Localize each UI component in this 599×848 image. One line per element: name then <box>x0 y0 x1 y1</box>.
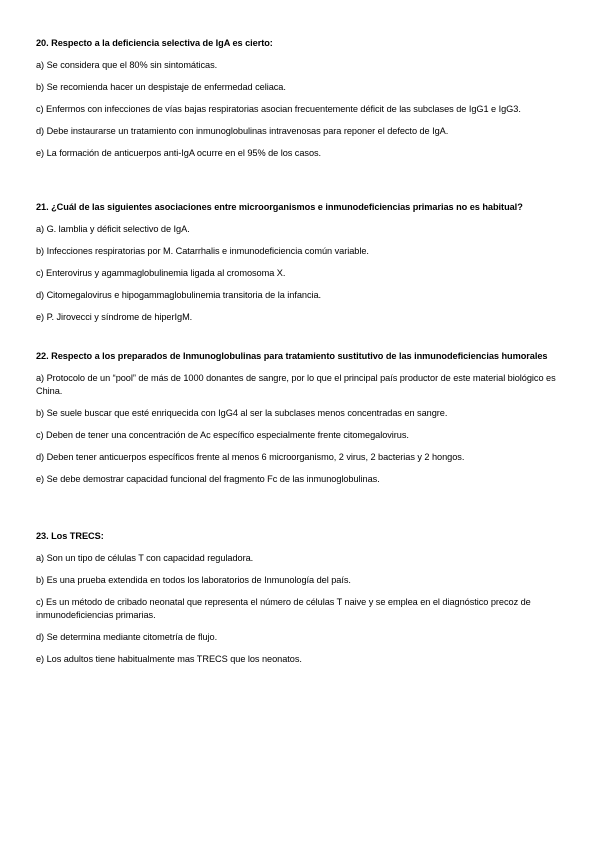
answer-option-d: d) Citomegalovirus e hipogammaglobulinemia transitoria de la infancia. <box>36 290 322 300</box>
question-title: 22. Respecto a los preparados de Inmunoglobulinas para tratamiento sustitutivo de las inmunodeficiencias humorales <box>36 351 548 361</box>
answer-option-d: d) Debe instaurarse un tratamiento con inmunoglobulinas intravenosas para reponer el defecto de IgA. <box>36 126 449 136</box>
answer-option-e: e) Se debe demostrar capacidad funcional del fragmento Fc de las inmunoglobulinas. <box>36 474 380 484</box>
question-title: 23. Los TRECS: <box>36 531 104 541</box>
answer-option-c: c) Enfermos con infecciones de vías bajas respiratorias asocian frecuentemente déficit de las subclases de IgG1 e IgG3. <box>36 104 521 114</box>
answer-option-b: b) Es una prueba extendida en todos los laboratorios de Inmunología del país. <box>36 575 351 585</box>
answer-option-a: a) Son un tipo de células T con capacidad reguladora. <box>36 553 254 563</box>
answer-option-b: b) Infecciones respiratorias por M. Catarrhalis e inmunodeficiencia común variable. <box>36 246 369 256</box>
answer-option-e: e) La formación de anticuerpos anti-IgA ocurre en el 95% de los casos. <box>36 148 322 158</box>
question-21 <box>36 201 556 333</box>
answer-option-b: b) Se recomienda hacer un despistaje de enfermedad celiaca. <box>36 82 286 92</box>
question-title: 21. ¿Cuál de las siguientes asociaciones entre microorganismos e inmunodeficiencias primarias no es habitual? <box>36 202 523 212</box>
answer-option-e: e) P. Jirovecci y síndrome de hiperIgM. <box>36 312 193 322</box>
answer-option-a: a) Se considera que el 80% sin sintomáticas. <box>36 60 218 70</box>
question-20 <box>36 37 556 169</box>
answer-option-a: a) G. lamblia y déficit selectivo de IgA. <box>36 224 190 234</box>
answer-option-c: c) Deben de tener una concentración de Ac específico especialmente frente citomegalovirus. <box>36 430 409 440</box>
answer-option-b: b) Se suele buscar que esté enriquecida con IgG4 al ser la subclases menos concentradas en sangre. <box>36 408 448 418</box>
answer-option-c: c) Enterovirus y agammaglobulinemia ligada al cromosoma X. <box>36 268 286 278</box>
question-22 <box>36 350 556 495</box>
answer-option-c: c) Es un método de cribado neonatal que representa el número de células T naive y se emplea en el diagnóstico precoz de inmunodeficiencias primarias. <box>36 597 531 620</box>
answer-option-d: d) Se determina mediante citometría de flujo. <box>36 632 218 642</box>
answer-option-d: d) Deben tener anticuerpos específicos frente al menos 6 microorganismo, 2 virus, 2 bacterias y 2 hongos. <box>36 452 465 462</box>
answer-option-a: a) Protocolo de un “pool” de más de 1000 donantes de sangre, por lo que el principal país productor de este material biológico es China. <box>36 373 556 396</box>
question-23 <box>36 530 556 675</box>
question-title: 20. Respecto a la deficiencia selectiva de IgA es cierto: <box>36 38 273 48</box>
answer-option-e: e) Los adultos tiene habitualmente mas TRECS que los neonatos. <box>36 654 302 664</box>
